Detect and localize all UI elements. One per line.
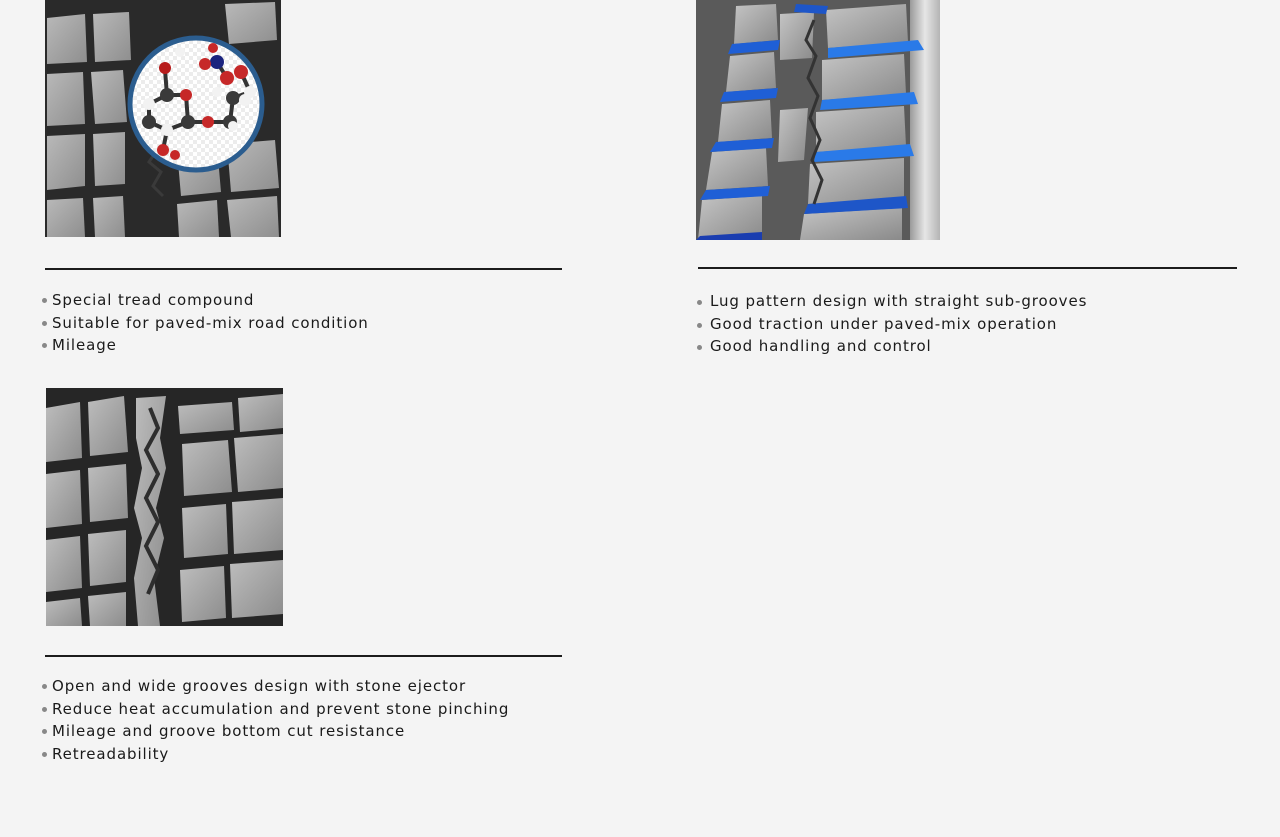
list-item: Good handling and control bbox=[697, 335, 1087, 358]
list-item: Mileage bbox=[42, 334, 369, 357]
list-item: Special tread compound bbox=[42, 289, 369, 312]
list-item: Mileage and groove bottom cut resistance bbox=[42, 720, 509, 743]
list-item: Retreadability bbox=[42, 743, 509, 766]
list-item: Open and wide grooves design with stone ejector bbox=[42, 675, 509, 698]
open-groove-tread-icon bbox=[46, 388, 283, 626]
feature-list-compound bbox=[42, 289, 369, 357]
feature-list-lug bbox=[697, 290, 1087, 358]
section-divider bbox=[45, 655, 562, 657]
feature-list-open-groove bbox=[42, 675, 509, 765]
lug-pattern-tread-icon bbox=[696, 0, 940, 240]
list-item: Lug pattern design with straight sub-grooves bbox=[697, 290, 1087, 313]
list-item: Good traction under paved-mix operation bbox=[697, 313, 1087, 336]
list-item: Suitable for paved-mix road condition bbox=[42, 312, 369, 335]
section-divider bbox=[698, 267, 1237, 269]
tread-compound-molecule-icon bbox=[45, 0, 281, 237]
section-divider bbox=[45, 268, 562, 270]
list-item: Reduce heat accumulation and prevent stone pinching bbox=[42, 698, 509, 721]
